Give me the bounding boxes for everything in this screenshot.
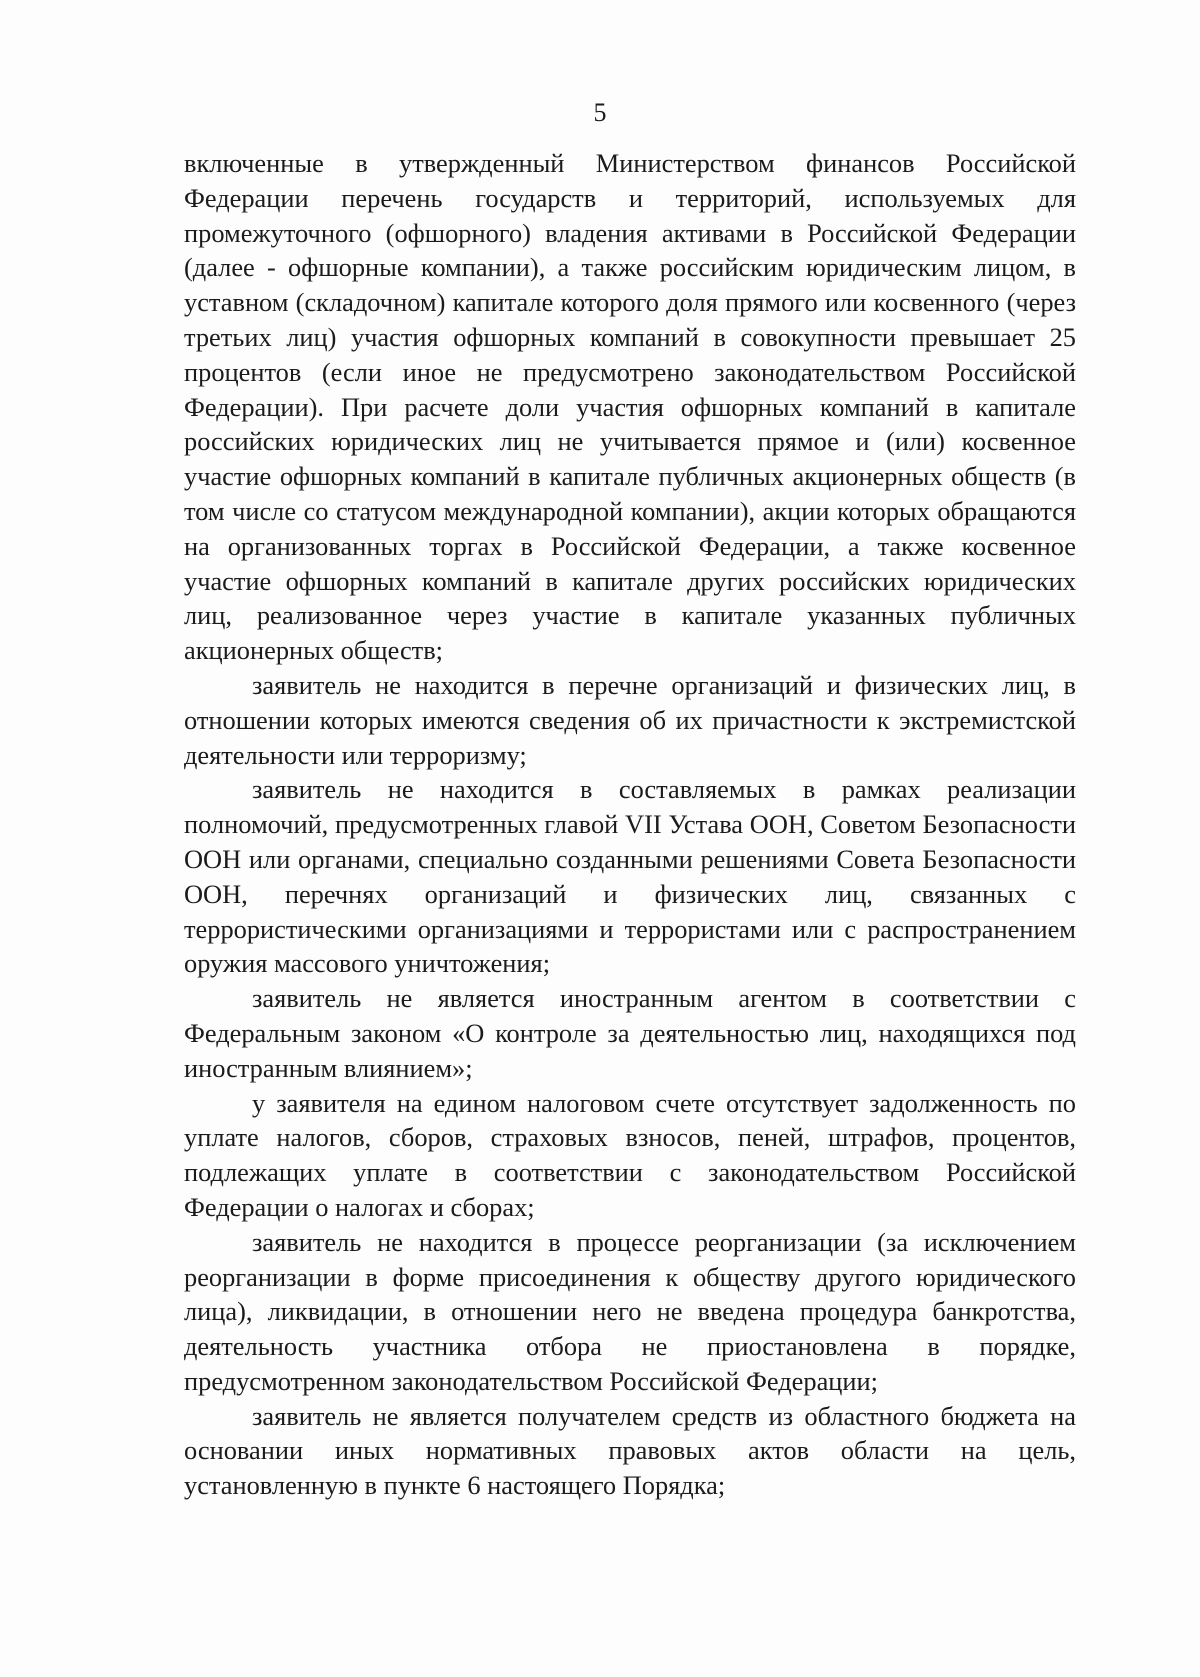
paragraph-un-sanctions-list: заявитель не находится в составляемых в рамках реализации полномочий, предусмотренных главой VII Устава ООН, Советом Безопасности ООН или органами, специально созданными решениями Совета Безопасности ООН, перечнях организаций и физических лиц, связанных с террористическими организациями и террористами или с распространением оружия массового уничтожения; bbox=[184, 774, 1076, 979]
page-number: 5 bbox=[593, 98, 607, 127]
paragraph-offshore-continuation: включенные в утвержденный Министерством финансов Российской Федерации перечень государств и территорий, используемых для промежуточного (офшорного) владения активами в Российской Федерации (далее - офшорные компании), а также российским юридическим лицом, в уставном (складочном) капитале которого доля прямого или косвенного (через третьих лиц) участия офшорных компаний в совокупности превышает 25 процентов (если иное не предусмотрено законодательством Российской Федерации). При расчете доли участия офшорных компаний в капитале российских юридических лиц не учитывается прямое и (или) косвенное участие офшорных компаний в капитале публичных акционерных обществ (в том числе со статусом международной компании), акции которых обращаются на организованных торгах в Российской Федерации, а также косвенное участие офшорных компаний в капитале других российских юридических лиц, реализованное через участие в капитале указанных публичных акционерных обществ; bbox=[184, 148, 1076, 666]
paragraph-foreign-agent: заявитель не является иностранным агентом в соответствии с Федеральным законом «О контроле за деятельностью лиц, находящихся под иностранным влиянием»; bbox=[184, 983, 1076, 1083]
paragraph-other-funding: заявитель не является получателем средств из областного бюджета на основании иных нормативных правовых актов области на цель, установленную в пункте 6 настоящего Порядка; bbox=[184, 1400, 1076, 1501]
paragraph-extremism-list: заявитель не находится в перечне организаций и физических лиц, в отношении которых имеются сведения об их причастности к экстремистской деятельности или терроризму; bbox=[184, 669, 1076, 770]
paragraph-reorganization: заявитель не находится в процессе реорганизации (за исключением реорганизации в форме присоединения к обществу другого юридического лица), ликвидации, в отношении него не введена процедура банкротства, деятельность участника отбора не приостановлена в порядке, предусмотренном законодательством Российской Федерации; bbox=[184, 1226, 1076, 1396]
document-body bbox=[184, 146, 1076, 1503]
paragraph-tax-debt: у заявителя на едином налоговом счете отсутствует задолженность по уплате налогов, сборов, страховых взносов, пеней, штрафов, процентов, подлежащих уплате в соответствии с законодательством Российской Федерации о налогах и сборах; bbox=[184, 1087, 1076, 1222]
